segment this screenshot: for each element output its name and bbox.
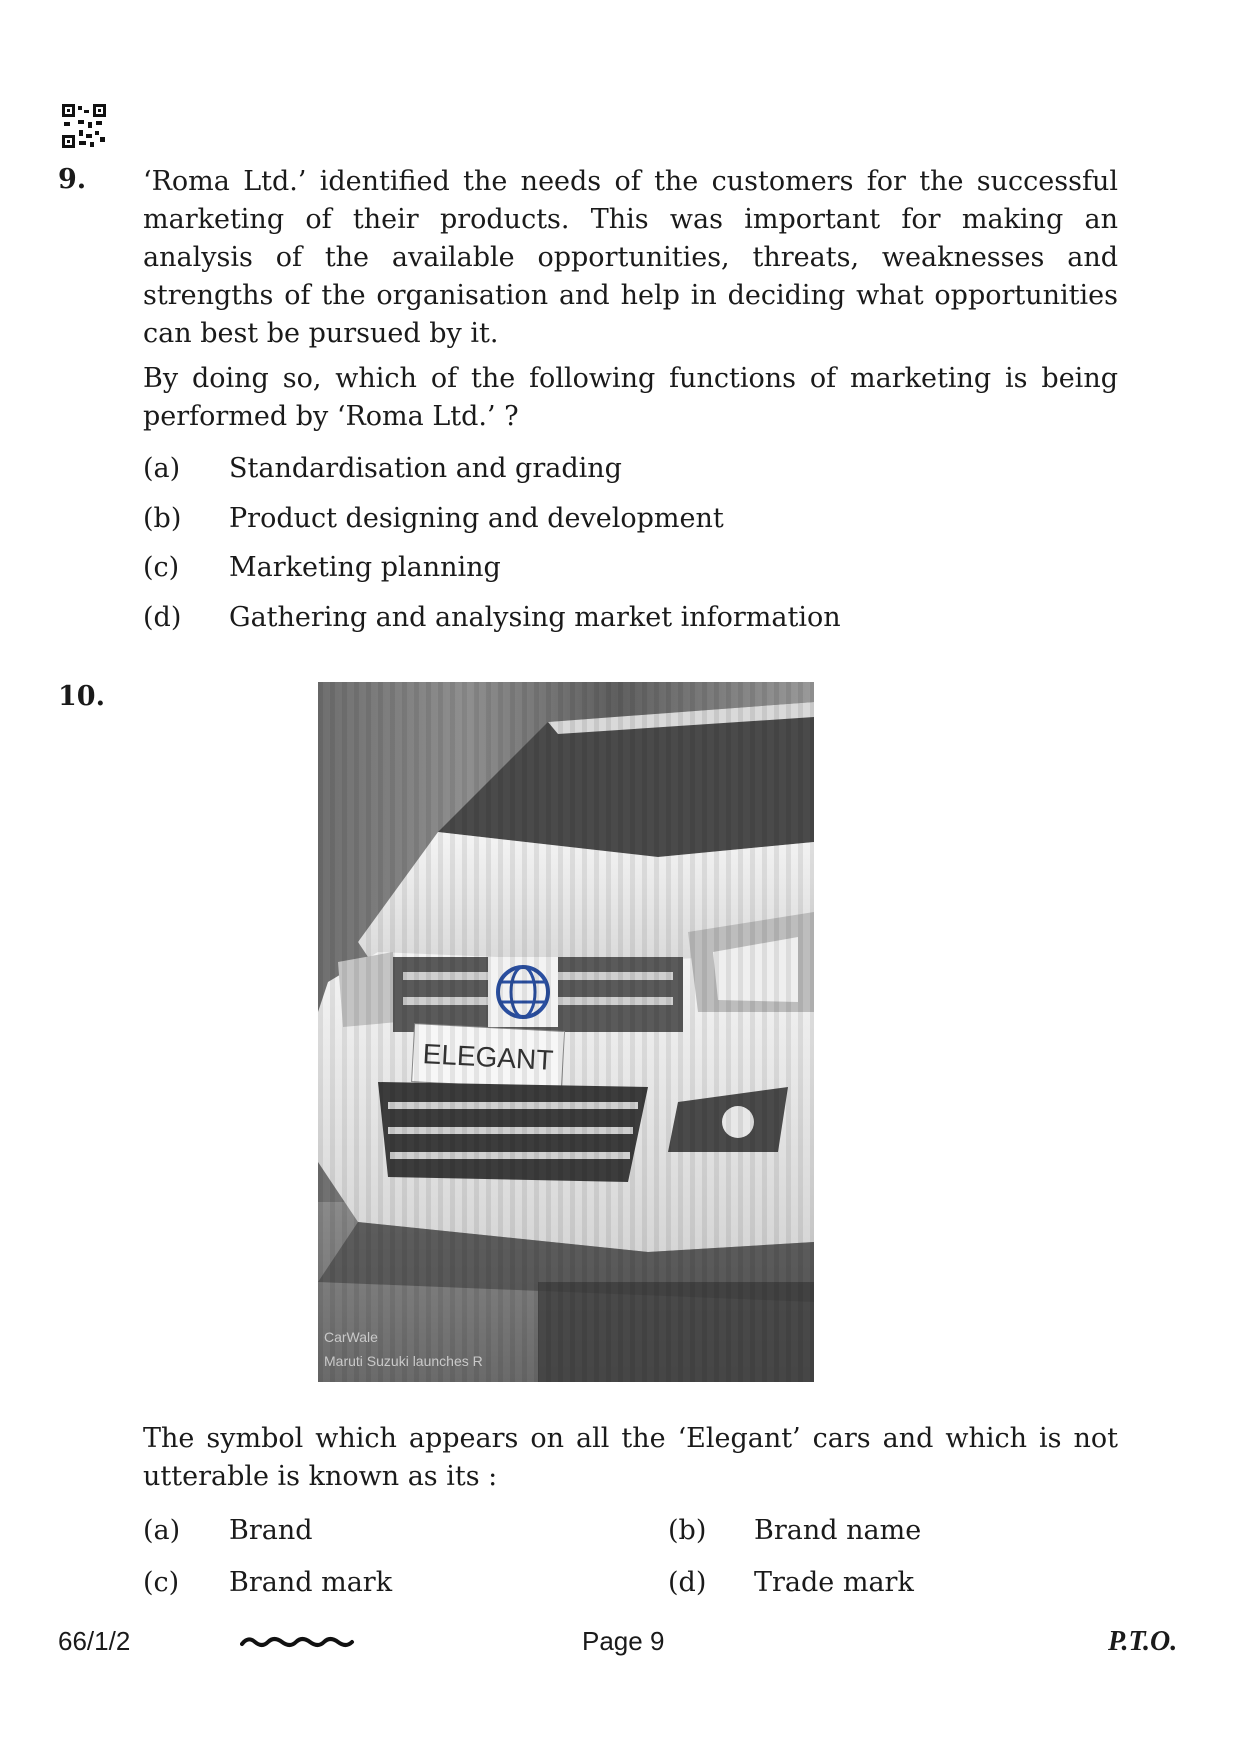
watermark-caption: Maruti Suzuki launches R bbox=[324, 1353, 483, 1369]
qr-code-icon bbox=[62, 104, 106, 148]
question-10-prompt: The symbol which appears on all the ‘Elegant’ cars and which is not utterable is known as its : bbox=[143, 1423, 1118, 1492]
question-9-prompt: By doing so, which of the following functions of marketing is being performed by ‘Roma Ltd.’ ? bbox=[143, 363, 1118, 432]
pto-label: P.T.O. bbox=[1108, 1626, 1178, 1657]
q9-option-b[interactable]: (b) Product designing and development bbox=[143, 503, 724, 534]
paper-code: 66/1/2 bbox=[58, 1626, 131, 1656]
car-photo bbox=[318, 682, 814, 1382]
question-9-text: ‘Roma Ltd.’ identified the needs of the customers for the successful marketing of their products. This was important for making an analysis of the available opportunities, threats, weaknesses and strengths of the organisation and help in deciding what opportunities can best be pursued by it. bbox=[143, 166, 1118, 349]
q9-option-d[interactable]: (d) Gathering and analysing market information bbox=[143, 602, 841, 633]
page-number: Page 9 bbox=[582, 1626, 665, 1656]
q10-option-b[interactable]: (b) Brand name bbox=[668, 1515, 922, 1546]
q10-option-c[interactable]: (c) Brand mark bbox=[143, 1567, 393, 1598]
question-10-number: 10. bbox=[58, 681, 105, 712]
q10-option-d[interactable]: (d) Trade mark bbox=[668, 1567, 914, 1598]
q9-option-c[interactable]: (c) Marketing planning bbox=[143, 552, 501, 583]
watermark-carwale: CarWale bbox=[324, 1329, 378, 1345]
q10-option-a[interactable]: (a) Brand bbox=[143, 1515, 313, 1546]
wave-decoration-icon bbox=[240, 1630, 355, 1654]
q9-option-a[interactable]: (a) Standardisation and grading bbox=[143, 453, 622, 484]
question-9-number: 9. bbox=[58, 164, 87, 195]
